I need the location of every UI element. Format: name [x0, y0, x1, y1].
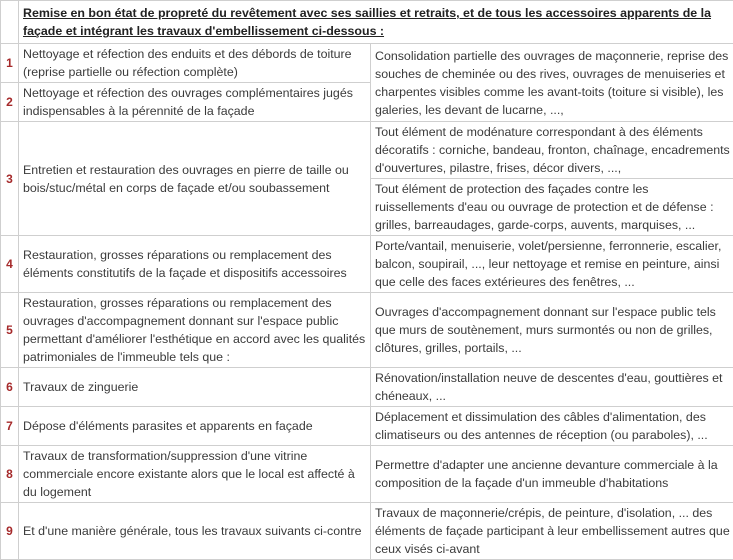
- table-row: [1, 293, 733, 368]
- row-examples: Consolidation partielle des ouvrages de maçonnerie, reprise des souches de cheminée ou des rives, ouvrages de menuiseries et charpentes visibles comme les avant-toits (toiture si visible), les galeries, les devant de lucarne, ...,: [371, 44, 733, 122]
- row-examples: Porte/vantail, menuiserie, volet/persienne, ferronnerie, escalier, balcon, soupirail, ..., leur nettoyage et remise en peinture, ainsi que celle des faces extérieures des fenêtres, ...: [371, 236, 733, 293]
- row-number: 8: [1, 446, 19, 503]
- row-number: 2: [1, 83, 19, 122]
- row-number: 3: [1, 122, 19, 236]
- table-row: [1, 446, 733, 503]
- row-number: 7: [1, 407, 19, 446]
- row-examples: Ouvrages d'accompagnement donnant sur l'espace public tels que murs de soutènement, murs surmontés ou non de grilles, clôtures, grilles, portails, ...: [371, 293, 733, 368]
- row-description: Entretien et restauration des ouvrages en pierre de taille ou bois/stuc/métal en corps de façade et/ou soubassement: [19, 122, 371, 236]
- row-description: Et d'une manière générale, tous les travaux suivants ci-contre: [19, 503, 371, 560]
- row-examples: Permettre d'adapter une ancienne devanture commerciale à la composition de la façade d'un immeuble d'habitations: [371, 446, 733, 503]
- row-examples: Tout élément de modénature correspondant à des éléments décoratifs : corniche, bandeau, fronton, chaînage, encadrements d'ouvertures, pilastre, frises, décor divers, ...,: [371, 122, 733, 179]
- row-examples: Travaux de maçonnerie/crépis, de peinture, d'isolation, ... des éléments de façade participant à leur embellissement autres que ceux visés ci-avant: [371, 503, 733, 560]
- row-examples: Rénovation/installation neuve de descentes d'eau, gouttières et chéneaux, ...: [371, 368, 733, 407]
- row-number: 4: [1, 236, 19, 293]
- row-description: Travaux de transformation/suppression d'une vitrine commerciale encore existante alors que le local est affecté à du logement: [19, 446, 371, 503]
- row-examples: Tout élément de protection des façades contre les ruissellements d'eau ou ouvrage de protection et de défense : grilles, barreaudages, garde-corps, auvents, marquises, ...: [371, 179, 733, 236]
- table-header: Remise en bon état de propreté du revêtement avec ses saillies et retraits, et de tous les accessoires apparents de la façade et intégrant les travaux d'embellissement ci-dessous :: [19, 1, 733, 44]
- row-description: Restauration, grosses réparations ou remplacement des éléments constitutifs de la façade et dispositifs accessoires: [19, 236, 371, 293]
- table-header-spacer: [1, 1, 19, 44]
- row-number: 1: [1, 44, 19, 83]
- table-row: [1, 236, 733, 293]
- row-number: 9: [1, 503, 19, 560]
- row-number: 5: [1, 293, 19, 368]
- table-row: [1, 503, 733, 560]
- row-description: Dépose d'éléments parasites et apparents en façade: [19, 407, 371, 446]
- row-examples: Déplacement et dissimulation des câbles d'alimentation, des climatiseurs ou des antennes de réception (ou paraboles), ...: [371, 407, 733, 446]
- table-header-row: [1, 1, 733, 44]
- row-description: Nettoyage et réfection des ouvrages complémentaires jugés indispensables à la pérennité de la façade: [19, 83, 371, 122]
- table-row: [1, 44, 733, 83]
- table-row: [1, 407, 733, 446]
- table-row: [1, 122, 733, 179]
- row-description: Nettoyage et réfection des enduits et des débords de toiture (reprise partielle ou réfection complète): [19, 44, 371, 83]
- row-description: Travaux de zinguerie: [19, 368, 371, 407]
- row-number: 6: [1, 368, 19, 407]
- row-description: Restauration, grosses réparations ou remplacement des ouvrages d'accompagnement donnant sur l'espace public permettant d'améliorer l'esthétique en accord avec les qualités patrimoniales de l'immeuble tels que :: [19, 293, 371, 368]
- table-row: [1, 368, 733, 407]
